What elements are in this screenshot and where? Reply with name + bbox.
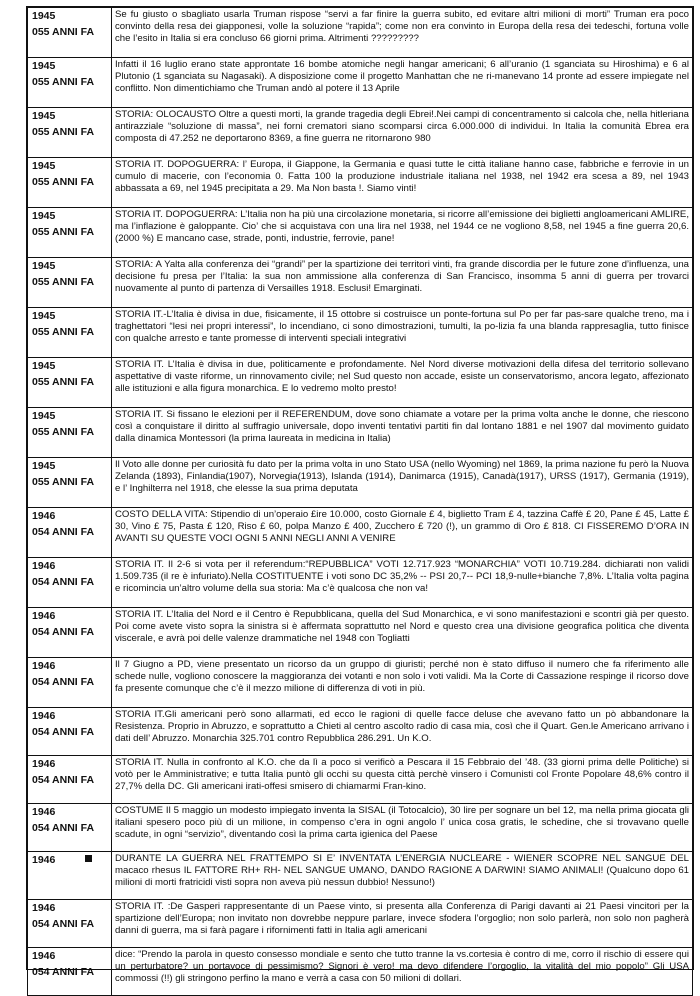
year: 1945 <box>32 160 56 172</box>
entry-cell <box>112 852 693 900</box>
entry-text: STORIA: A Yalta alla conferenza dei “grandi” per la spartizione dei territori vinti, fra grande discordia per le future zone d’influenza, una decisione fu presa per l’Italia: la sua non ammissione alla conferenza di San Francisco, insomma 5 anni di guerra per trovarci nuovamente al punto di partenza di Versailles 1918. Esclusi! Emarginati. <box>115 259 689 294</box>
table-row <box>28 658 693 708</box>
year: 1945 <box>32 260 56 272</box>
entry-cell <box>112 508 693 558</box>
entry-text: STORIA: OLOCAUSTO Oltre a questi morti, la grande tragedia degli Ebrei!.Nei campi di concentramento si calcola che, nella hitleriana antirazziale “soluzione di massa”, nei forni crematori siano scomparsi circa 6.000.000 di individui. In Italia la comunità Ebrea era composta di 47.252 ne deportarono 8369, a fine guerra ne ritornarono 980 <box>115 109 689 144</box>
table-row <box>28 948 693 996</box>
entry-cell <box>112 708 693 756</box>
entry-text: STORIA IT. DOPOGUERRA: l’ Europa, il Giappone, la Germania e quasi tutte le città italiane hanno case, fabbriche e ferrovie in un cumulo di macerie, con l’economia 0. Fatta 100 la produzione industriale italiana nel 1938, nel 1942 era scesa a 89, nel 1943 abbassata a 69, nel 1945 precipitata a 29. Ma Non basta !. Siamo vinti! <box>115 159 689 194</box>
years-ago: 054 ANNI FA <box>32 626 95 638</box>
years-ago: 055 ANNI FA <box>32 426 95 438</box>
table-row <box>28 158 693 208</box>
table-row <box>28 608 693 658</box>
entry-cell <box>112 58 693 108</box>
date-cell <box>28 708 112 756</box>
entry-cell <box>112 558 693 608</box>
year: 1945 <box>32 310 56 322</box>
years-ago: 055 ANNI FA <box>32 476 95 488</box>
table-row <box>28 756 693 804</box>
years-ago: 054 ANNI FA <box>32 966 95 978</box>
entry-text: Il Voto alle donne per curiosità fu dato per la prima volta in uno Stato USA (nello Wyoming) nel 1869, la prima nazione fu però la Nuova Zelanda (1893), Finlandia(1907), Norvegia(1913), Islanda (1914), Danimarca (1915), Canadà(1917), URSS (1917), Germania (1919), e l’ Inghilterra nel 1918, che elesse la sua prima deputata <box>115 459 689 494</box>
date-cell <box>28 900 112 948</box>
years-ago: 055 ANNI FA <box>32 126 95 138</box>
date-cell <box>28 58 112 108</box>
year: 1946 <box>32 510 56 522</box>
years-ago: 054 ANNI FA <box>32 774 95 786</box>
year: 1946 <box>32 560 56 572</box>
entry-text: STORIA IT. Nulla in confronto al K.O. che da lì a poco si verificò a Pescara il 15 Febbraio del ’48. (33 giorni prima delle Politiche) si votò per le Amministrative; e tutta Italia puntò gli occhi su questa città perchè vinsero i Comunisti col Fronte Popolare 48,6% contro il 27,7% della DC. Gli americani irati-offesi smisero di chiamarmi Fran-kino. <box>115 757 689 792</box>
entry-cell <box>112 900 693 948</box>
years-ago: 054 ANNI FA <box>32 526 95 538</box>
entry-cell <box>112 948 693 996</box>
table-row <box>28 8 693 58</box>
year-line <box>32 853 108 867</box>
year: 1946 <box>32 710 56 722</box>
date-cell <box>28 804 112 852</box>
year: 1945 <box>32 110 56 122</box>
entry-cell <box>112 756 693 804</box>
entry-text: STORIA IT.-L’Italia è divisa in due, fisicamente, il 15 ottobre si costruisce un ponte-fortuna sul Po per far pas-sare qualche treno, ma i traghettatori “lesi nei propri interessi”, lo incendiano, ci sono dimostrazioni, tumulti, la po-lizia fa una blanda rappresaglia, tutto finisce con qualche arresto e tante promesse di interventi speciali integrativi <box>115 309 689 344</box>
entry-text: COSTO DELLA VITA: Stipendio di un’operaio £ire 10.000, costo Giornale £ 4, biglietto Tram £ 4, tazzina Caffè £ 20, Pane £ 45, Latte £ 30, Vino £ 75, Pasta £ 120, Riso £ 60, polpa Manzo £ 400, Zucchero £ 720 (!), un grammo di Oro £ 818. CI FISSEREMO D’ORA IN AVANTI SU QUESTE VOCI OGNI 5 ANNI NEGLI ANNI A VENIRE <box>115 509 689 544</box>
year: 1946 <box>32 758 56 770</box>
years-ago: 055 ANNI FA <box>32 326 95 338</box>
date-cell <box>28 358 112 408</box>
entry-cell <box>112 108 693 158</box>
entry-cell <box>112 358 693 408</box>
year: 1945 <box>32 410 56 422</box>
date-cell <box>28 658 112 708</box>
table-row <box>28 804 693 852</box>
entry-cell <box>112 308 693 358</box>
year: 1946 <box>32 902 56 914</box>
date-cell <box>28 408 112 458</box>
entry-text: DURANTE LA GUERRA NEL FRATTEMPO SI E’ INVENTATA L’ENERGIA NUCLEARE - WIENER SCOPRE NEL SANGUE DEL macaco rhesus IL FATTORE RH+ RH- NEL SANGUE UMANO, DANDO RAGIONE A DARWIN! SIAMO ANIMALI! (Qualcuno dopo 61 milioni di morti fratricidi visti sopra non aveva più nessun dubbio! Nessuno!) <box>115 853 689 888</box>
entry-cell <box>112 158 693 208</box>
entry-cell <box>112 8 693 58</box>
years-ago: 055 ANNI FA <box>32 76 95 88</box>
date-cell <box>28 558 112 608</box>
years-ago: 055 ANNI FA <box>32 26 95 38</box>
year: 1946 <box>32 660 56 672</box>
date-cell <box>28 208 112 258</box>
table-row <box>28 558 693 608</box>
years-ago: 054 ANNI FA <box>32 576 95 588</box>
table-row <box>28 108 693 158</box>
date-cell <box>28 852 112 900</box>
chronology-table <box>27 7 693 996</box>
chronology-sheet <box>26 6 694 984</box>
years-ago: 054 ANNI FA <box>32 918 95 930</box>
years-ago: 055 ANNI FA <box>32 176 95 188</box>
bullet-square-icon <box>85 855 92 862</box>
entry-text: Infatti il 16 luglio erano state approntate 16 bombe atomiche negli hangar americani; 6 all’uranio (1 sganciata su Hiroshima) e 6 al Plutonio (1 sganciata su Nagasaki). A disposizione come il progetto Manhattan che ne ri-manevano 14 pronte ad essere impiegate nel conflitto. Non dimentichiamo che Truman andò al potere il 13 Aprile <box>115 59 689 94</box>
table-row <box>28 708 693 756</box>
entry-text: STORIA IT. L’Italia del Nord e il Centro è Repubblicana, quella del Sud Monarchica, e vi sono manifestazioni e scontri già per questo. Poi come avete visto sopra la sinistra si è affermata soprattutto nel Nord e questo crea una divisione geografica politica che diventa viscerale, e avrà poi delle valenze drammatiche nel 1948 con Togliatti <box>115 609 689 644</box>
table-row <box>28 508 693 558</box>
entry-text: STORIA IT. Il 2-6 si vota per il referendum:“REPUBBLICA” VOTI 12.717.923 “MONARCHIA” VOTI 10.719.284. dichiarati non validi 1.509.735 (il re è infuriato).Nella COSTITUENTE i voti sono DC 35,2% -- PSI 20,7-- PCI 18,9-nulle+bianche 7,8%. L’Italia volta pagina e ricomincia un’altro volume della sua storia: Ma c’è qualcosa che non va! <box>115 559 689 594</box>
date-cell <box>28 8 112 58</box>
entry-text: STORIA IT.Gli americani però sono allarmati, ed ecco le ragioni di quelle facce deluse che avevano fatto un pò abbandonare la Resistenza. Proprio in Abruzzo, e soprattutto a Chieti al centro ascolto radio di casa mia, così che il Quart. Gen.le Americano arrivano i dati dell’ Abruzzo. Monarchia 325.701 contro Repubblica 286.291. Un K.O. <box>115 709 689 744</box>
entry-text: Se fu giusto o sbagliato usarla Truman rispose “servi a far finire la guerra subito, ed evitare altri milioni di morti” Truman era poco convinto della resa dei giapponesi, volle la soluzione “rapida”; come non era convinto in Europa della resa dei tedeschi, fortuna volle che l’esito in Italia si era concluso 66 giorni prima. Altrimenti ????????? <box>115 9 689 44</box>
entry-cell <box>112 608 693 658</box>
date-cell <box>28 948 112 996</box>
table-row <box>28 358 693 408</box>
year: 1946 <box>32 806 56 818</box>
entry-text: Il 7 Giugno a PD, viene presentato un ricorso da un gruppo di giuristi; perché non è stato diffuso il numero che fa riferimento alle schede nulle, vogliono conoscere la maggioranza dei votanti e non solo i voti validi. Ma la Corte di Cassazione respinge il ricorso dove fa presente comunque che c’è il mezzo milione di differenza di voti in più. <box>115 659 689 694</box>
entry-cell <box>112 658 693 708</box>
table-row <box>28 900 693 948</box>
year: 1945 <box>32 360 56 372</box>
entry-cell <box>112 258 693 308</box>
date-cell <box>28 108 112 158</box>
year: 1945 <box>32 60 56 72</box>
date-cell <box>28 508 112 558</box>
table-row <box>28 308 693 358</box>
table-row <box>28 852 693 900</box>
year: 1945 <box>32 10 56 22</box>
date-cell <box>28 458 112 508</box>
entry-text: STORIA IT. :De Gasperi rappresentante di un Paese vinto, si presenta alla Conferenza di Parigi davanti ai 21 Paesi vincitori per la spartizione dell’Europa; non invitato non dovrebbe neppure parlare, invece sfodera l’orgoglio; non solo parlerà, non solo non pagherà danni di guerra, ma si farà pagare i rifornimenti fatti in Italia agli americani <box>115 901 689 936</box>
date-cell <box>28 756 112 804</box>
table-row <box>28 58 693 108</box>
year: 1946 <box>32 610 56 622</box>
entry-cell <box>112 804 693 852</box>
years-ago: 055 ANNI FA <box>32 376 95 388</box>
table-row <box>28 408 693 458</box>
entry-text: dice: “Prendo la parola in questo consesso mondiale e sento che tutto tranne la vs.cortesia è contro di me, corro il rischio di essere qui un perturbatore? un portavoce di pessimismo? Signori è vero! ma devo difendere l’orgoglio, la vitalità del mio popolo” Gli USA commossi (!!) gli stringono perfino la mano e verrà a casa con 50 milioni di dollari. <box>115 949 689 984</box>
entry-text: COSTUME Il 5 maggio un modesto impiegato inventa la SISAL (il Totocalcio), 30 lire per sognare un bel 12, ma nella prima giocata gli italiani spesero poco più di un milione, in compenso c’era in ogni angolo l’ unica cosa gratis, le schedine, che si trovavano quelle scadute, in ogni “servizio”, diventando così la prima carta igienica del Paese <box>115 805 689 840</box>
date-cell <box>28 258 112 308</box>
year: 1946 <box>32 854 56 866</box>
years-ago: 054 ANNI FA <box>32 726 95 738</box>
date-cell <box>28 308 112 358</box>
entry-cell <box>112 208 693 258</box>
entry-text: STORIA IT. L’Italia è divisa in due, politicamente e profondamente. Nel Nord diverse motivazioni della difesa del territorio sollevano aspettative di vaste riforme, un rinnovamento civile; nel Sud questo non accade, esiste un conservatorismo, ancora legato, affezionato alle istituzioni e alla figura monarchica. E lo vedremo molto presto! <box>115 359 689 394</box>
table-row <box>28 458 693 508</box>
entry-text: STORIA IT. DOPOGUERRA: L’Italia non ha più una circolazione monetaria, si ricorre all’emissione dei biglietti angloamericani AMLIRE, ma l’inflazione è galoppante. Cio’ che si acquistava con una lira nel 1938, nel 1944 ce ne vogliono 8,58, nel 1945 a fine guerra 20,6. (2000 %) E mancano case, strade, ponti, industrie, ferrovie, pane! <box>115 209 689 244</box>
years-ago: 055 ANNI FA <box>32 226 95 238</box>
year: 1945 <box>32 460 56 472</box>
entry-text: STORIA IT. Si fissano le elezioni per il REFERENDUM, dove sono chiamate a votare per la prima volta anche le donne, che riescono così a conquistare il diritto al suffragio universale, dopo inventi tentativi partiti fin dal lontano 1881 e nel 1907 dal movimento guidato dalla dinamica Montessori (la prima laureata in medicina in Italia) <box>115 409 689 444</box>
entry-cell <box>112 408 693 458</box>
years-ago: 055 ANNI FA <box>32 276 95 288</box>
year: 1945 <box>32 210 56 222</box>
entry-cell <box>112 458 693 508</box>
year: 1946 <box>32 950 56 962</box>
table-row <box>28 258 693 308</box>
date-cell <box>28 158 112 208</box>
date-cell <box>28 608 112 658</box>
years-ago: 054 ANNI FA <box>32 822 95 834</box>
table-row <box>28 208 693 258</box>
years-ago: 054 ANNI FA <box>32 676 95 688</box>
